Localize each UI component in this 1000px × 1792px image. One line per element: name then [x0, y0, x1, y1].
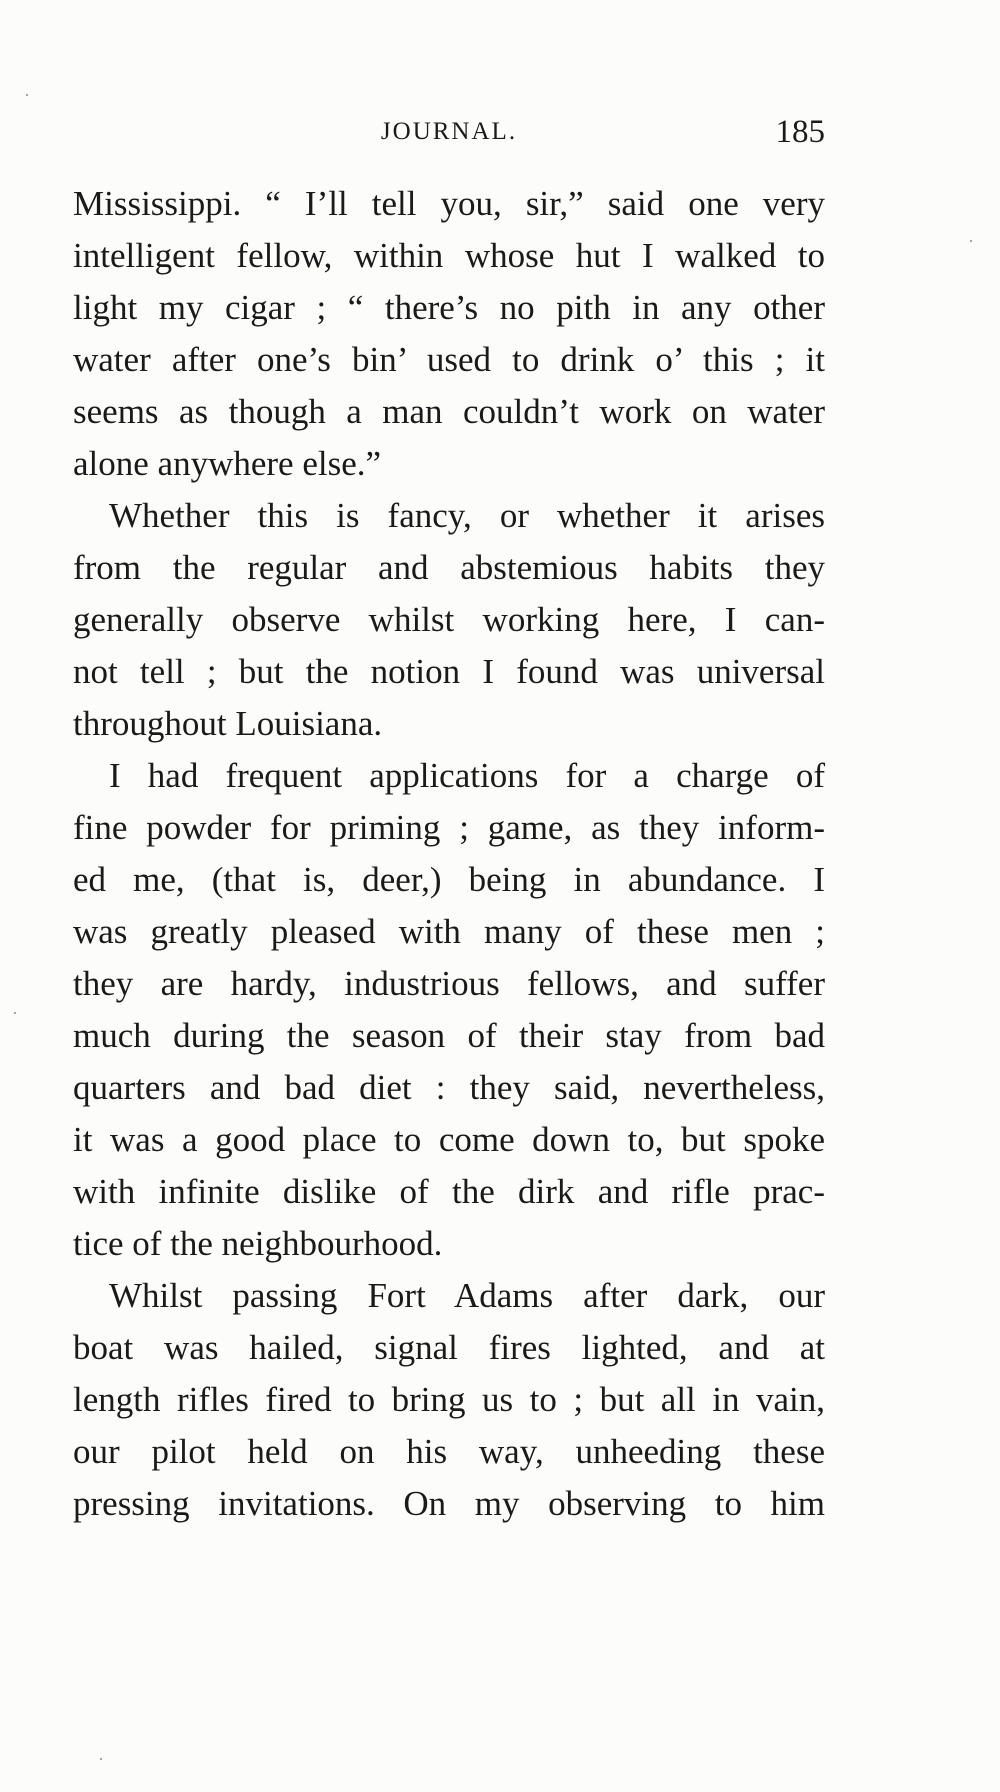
text-line: much during the season of their stay from bad [73, 1016, 825, 1055]
text-line: intelligent fellow, within whose hut I walked to [73, 236, 825, 275]
text-line: boat was hailed, signal fires lighted, and at [73, 1328, 825, 1367]
text-line: length rifles fired to bring us to ; but all in vain, [73, 1380, 825, 1419]
text-line: pressing invitations. On my observing to him [73, 1484, 825, 1523]
text-line: not tell ; but the notion I found was universal [73, 652, 825, 691]
text-line: I had frequent applications for a charge of [109, 756, 825, 795]
text-line: generally observe whilst working here, I can- [73, 600, 825, 639]
text-line: it was a good place to come down to, but spoke [73, 1120, 825, 1159]
text-line: Whilst passing Fort Adams after dark, our [109, 1276, 825, 1315]
page-header [73, 114, 825, 162]
text-line: seems as though a man couldn’t work on water [73, 392, 825, 431]
text-line: Mississippi. “ I’ll tell you, sir,” said one very [73, 184, 825, 223]
paragraph [73, 490, 825, 750]
running-head: JOURNAL. [380, 118, 518, 145]
text-line: water after one’s bin’ used to drink o’ this ; it [73, 340, 825, 379]
text-line: from the regular and abstemious habits they [73, 548, 825, 587]
text-line: Whether this is fancy, or whether it arises [109, 496, 825, 535]
text-line: fine powder for priming ; game, as they inform- [73, 808, 825, 847]
paper-speck [970, 240, 972, 242]
text-line: ed me, (that is, deer,) being in abundance. I [73, 860, 825, 899]
text-line: they are hardy, industrious fellows, and suffer [73, 964, 825, 1003]
paragraph [73, 1270, 825, 1530]
text-line: our pilot held on his way, unheeding these [73, 1432, 825, 1471]
paper-speck [26, 94, 28, 96]
text-line: tice of the neighbourhood. [73, 1224, 443, 1263]
text-line: quarters and bad diet : they said, nevertheless, [73, 1068, 825, 1107]
text-line: with infinite dislike of the dirk and rifle prac- [73, 1172, 825, 1211]
page-number: 185 [775, 114, 825, 150]
paper-speck [100, 1758, 102, 1760]
text-line: throughout Louisiana. [73, 704, 383, 743]
body-text [73, 178, 825, 1530]
paper-speck [14, 1012, 16, 1014]
text-line: alone anywhere else.” [73, 444, 382, 483]
paragraph [73, 178, 825, 490]
text-line: was greatly pleased with many of these men ; [73, 912, 825, 951]
text-line: light my cigar ; “ there’s no pith in any other [73, 288, 825, 327]
paragraph [73, 750, 825, 1270]
